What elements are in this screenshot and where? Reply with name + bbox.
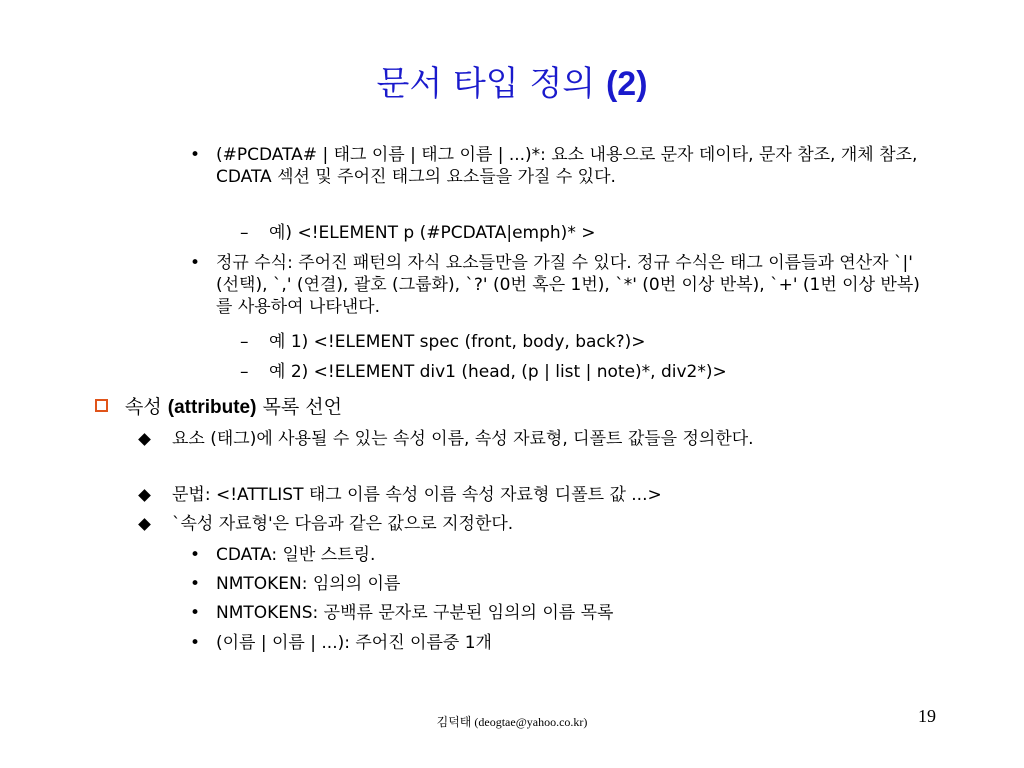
diamond-bullet-icon bbox=[138, 518, 151, 531]
bullet-pcdata bbox=[190, 144, 920, 188]
bullet-dot: • bbox=[190, 145, 201, 165]
section-heading-text bbox=[125, 395, 915, 420]
bullet-dash: – bbox=[240, 332, 249, 352]
diamond-bullet-icon bbox=[138, 433, 151, 446]
bullet-dash: – bbox=[240, 362, 249, 382]
bullet-regex bbox=[190, 252, 920, 318]
type-nmtokens bbox=[190, 602, 920, 624]
bullet-dot: • bbox=[190, 574, 201, 594]
item-text: 요소 (태그)에 사용될 수 있는 속성 이름, 속성 자료형, 디폴트 값들을 정의한다. bbox=[172, 429, 754, 449]
example-regex-1 bbox=[240, 331, 920, 353]
heading-part-1: 속성 bbox=[125, 396, 162, 418]
example-text: 예 2) <!ELEMENT div1 (head, (p | list | note)*, div2*)> bbox=[269, 362, 727, 382]
type-text: (이름 | 이름 | ...): 주어진 이름중 1개 bbox=[216, 633, 492, 653]
type-text: NMTOKEN: 임의의 이름 bbox=[216, 574, 401, 594]
diamond-item-types bbox=[138, 513, 858, 535]
page-number: 19 bbox=[918, 706, 936, 726]
bullet-dot: • bbox=[190, 253, 201, 273]
example-pcdata bbox=[240, 222, 920, 244]
heading-part-2: (attribute) bbox=[167, 397, 257, 418]
diamond-bullet-icon bbox=[138, 489, 151, 502]
square-bullet-icon bbox=[95, 399, 108, 412]
type-cdata bbox=[190, 544, 920, 566]
example-text: 예 1) <!ELEMENT spec (front, body, back?)> bbox=[269, 332, 646, 352]
example-regex-2 bbox=[240, 361, 920, 383]
slide-title-number: (2) bbox=[605, 65, 648, 103]
example-text: 예) <!ELEMENT p (#PCDATA|emph)* > bbox=[269, 223, 596, 243]
item-text: 문법: <!ATTLIST 태그 이름 속성 이름 속성 자료형 디폴트 값 ...> bbox=[172, 485, 662, 505]
type-text: CDATA: 일반 스트링. bbox=[216, 545, 376, 565]
heading-part-3: 목록 선언 bbox=[262, 396, 342, 418]
footer-author: 김덕태 (deogtae@yahoo.co.kr) bbox=[436, 715, 588, 729]
section-attribute-heading bbox=[95, 395, 915, 420]
bullet-text: 정규 수식: 주어진 패턴의 자식 요소들만을 가질 수 있다. 정규 수식은 태그 이름들과 연산자 `|' (선택), `,' (연결), 괄호 (그룹화), `?' (0번 혹은 1번), `*' (0번 이상 반복), `+' (1번 이상 반복)를 사용하여 나타낸다. bbox=[216, 253, 920, 317]
bullet-dash: – bbox=[240, 223, 249, 243]
bullet-dot: • bbox=[190, 633, 201, 653]
type-text: NMTOKENS: 공백류 문자로 구분된 임의의 이름 목록 bbox=[216, 603, 614, 623]
type-nmtoken bbox=[190, 573, 920, 595]
diamond-item-syntax bbox=[138, 484, 858, 506]
bullet-dot: • bbox=[190, 545, 201, 565]
diamond-item-define bbox=[138, 428, 858, 450]
bullet-text: (#PCDATA# | 태그 이름 | 태그 이름 | ...)*: 요소 내용으로 문자 데이타, 문자 참조, 개체 참조, CDATA 섹션 및 주어진 태그의 요소들을 가질 수 있다. bbox=[216, 145, 918, 187]
slide-title-text: 문서 타입 정의 bbox=[376, 64, 596, 104]
item-text: `속성 자료형'은 다음과 같은 값으로 지정한다. bbox=[172, 514, 514, 534]
type-enumeration bbox=[190, 632, 920, 654]
bullet-dot: • bbox=[190, 603, 201, 623]
